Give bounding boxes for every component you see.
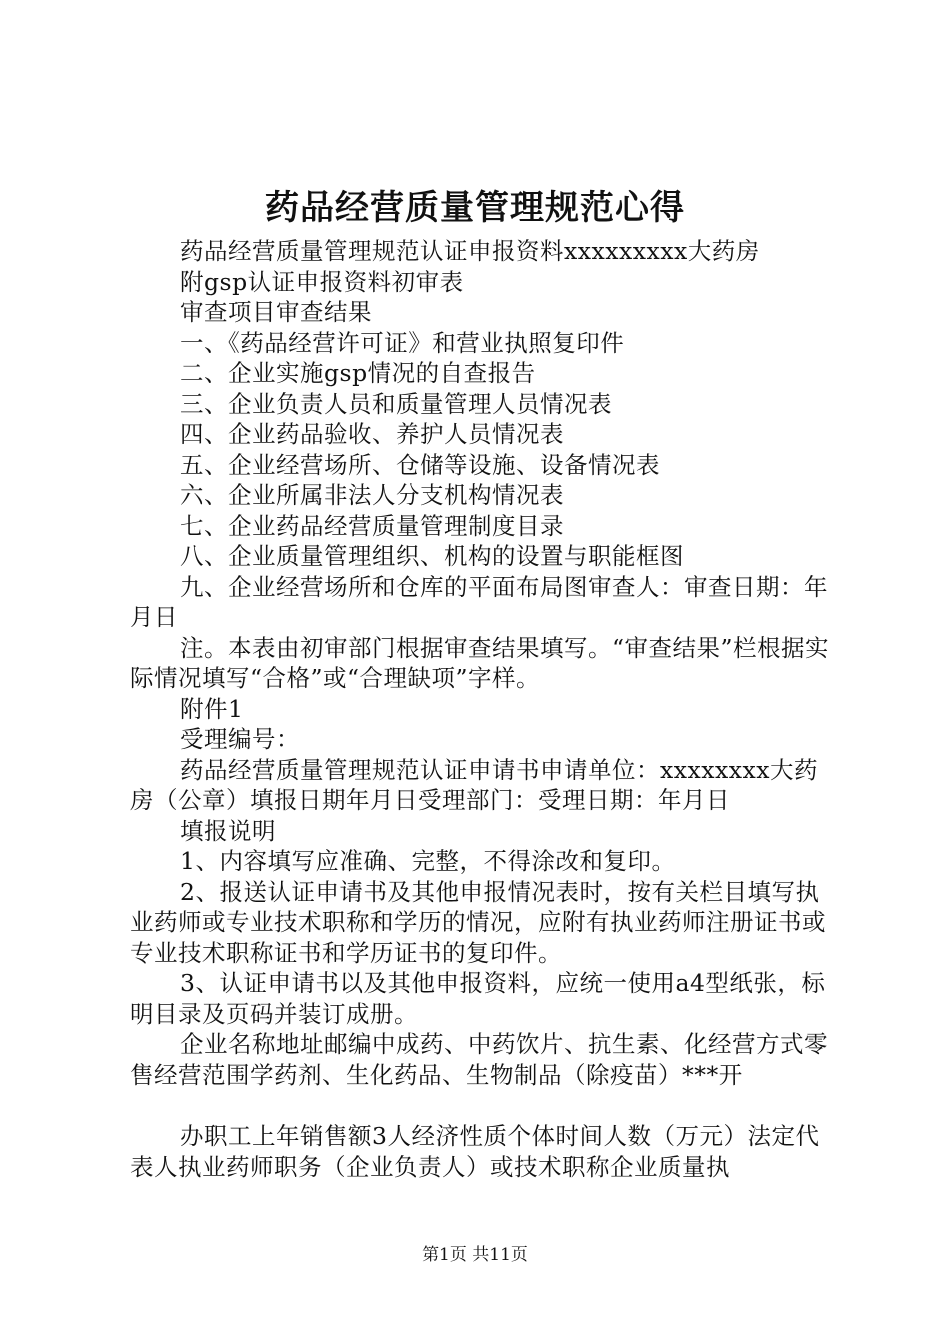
paragraph: 办职工上年销售额3人经济性质个体时间人数（万元）法定代表人执业药师职务（企业负责人）或技术职称企业质量执 xyxy=(130,1122,820,1181)
paragraph: 填报说明 xyxy=(180,816,276,845)
paragraph: 2、报送认证申请书及其他申报情况表时，按有关栏目填写执业药师或专业技术职称和学历的情况，应附有执业药师注册证书或专业技术职称证书和学历证书的复印件。 xyxy=(130,877,826,967)
paragraph-gap xyxy=(130,1090,830,1121)
paragraph: 四、企业药品验收、养护人员情况表 xyxy=(180,420,564,448)
paragraph: 附件1 xyxy=(180,694,244,723)
paragraph: 审查项目审查结果 xyxy=(180,298,372,326)
paragraph: 1、内容填写应准确、完整，不得涂改和复印。 xyxy=(180,847,676,875)
paragraph: 五、企业经营场所、仓储等设施、设备情况表 xyxy=(180,450,660,479)
paragraph: 三、企业负责人员和质量管理人员情况表 xyxy=(180,389,612,418)
paragraph: 六、企业所属非法人分支机构情况表 xyxy=(180,481,564,509)
paragraph: 3、认证申请书以及其他申报资料，应统一使用a4型纸张，标明目录及页码并装订成册。 xyxy=(130,969,826,1028)
paragraph: 药品经营质量管理规范认证申请书申请单位：xxxxxxxx大药房（公章）填报日期年月日受理部门：受理日期：年月日 xyxy=(130,755,819,814)
paragraph: 药品经营质量管理规范认证申报资料xxxxxxxxx大药房 xyxy=(180,237,760,265)
paragraph: 一、《药品经营许可证》和营业执照复印件 xyxy=(180,328,625,357)
paragraph: 受理编号： xyxy=(180,725,300,753)
paragraph: 二、企业实施gsp情况的自查报告 xyxy=(180,359,536,387)
paragraph: 注。本表由初审部门根据审查结果填写。“审查结果”栏根据实际情况填写“合格”或“合理缺项”字样。 xyxy=(130,633,830,692)
paragraph: 七、企业药品经营质量管理制度目录 xyxy=(180,511,564,540)
paragraph: 九、企业经营场所和仓库的平面布局图审查人：审查日期：年月日 xyxy=(130,572,828,631)
paragraph: 企业名称地址邮编中成药、中药饮片、抗生素、化经营方式零售经营范围学药剂、生化药品、生物制品（除疫苗）***开 xyxy=(130,1030,828,1089)
page-number-footer: 第1页 共11页 xyxy=(422,1245,528,1265)
paragraph: 附gsp认证申报资料初审表 xyxy=(180,267,464,296)
document-title: 药品经营质量管理规范心得 xyxy=(265,188,685,228)
document-body xyxy=(130,236,830,1182)
paragraph: 八、企业质量管理组织、机构的设置与职能框图 xyxy=(180,542,684,570)
